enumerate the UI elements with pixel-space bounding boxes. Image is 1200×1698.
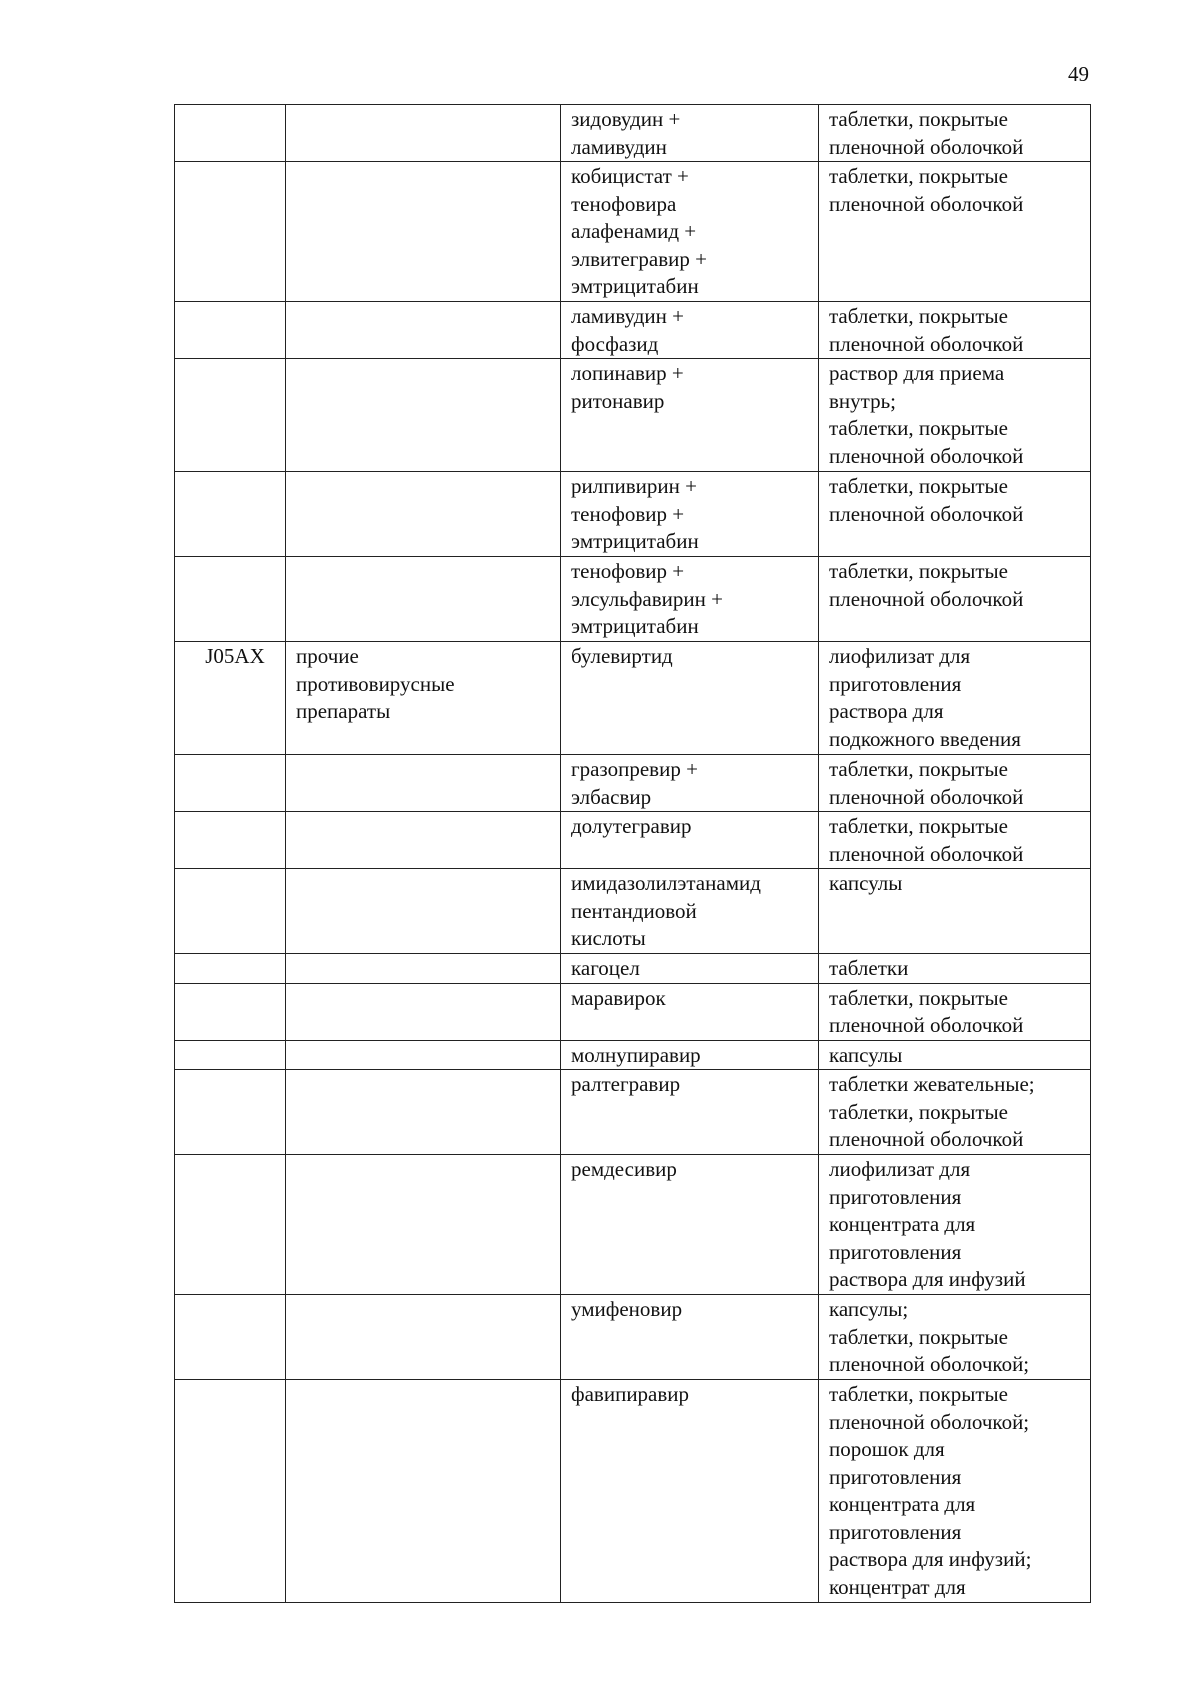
drug-name-line: кислоты: [571, 926, 646, 950]
atc-code-cell: [175, 359, 286, 472]
atc-code-cell: [175, 1295, 286, 1380]
dosage-form-line: пленочной оболочкой;: [829, 1409, 1030, 1434]
dosage-form-cell: [819, 954, 1091, 984]
dosage-form-line: внутрь;: [829, 388, 896, 413]
dosage-form-line: таблетки жевательные;: [829, 1072, 1035, 1096]
drug-name-line: маравирок: [571, 985, 666, 1010]
drug-name-cell: [561, 359, 819, 472]
atc-code-cell: [175, 1040, 286, 1070]
dosage-form-cell: [819, 1380, 1091, 1603]
drug-name-cell: [561, 557, 819, 642]
dosage-form-cell: [819, 1070, 1091, 1155]
group-name-cell: [286, 1380, 561, 1603]
atc-code-cell: [175, 1155, 286, 1295]
dosage-form-line: концентрата для: [829, 1212, 976, 1236]
drug-name-line: лопинавир +: [571, 361, 684, 385]
group-name-cell: [286, 869, 561, 954]
atc-code-cell: [175, 1380, 286, 1603]
drug-name-line: фосфазид: [571, 331, 659, 356]
dosage-form-cell: [819, 869, 1091, 954]
atc-code-cell: [175, 983, 286, 1040]
group-name-cell: [286, 812, 561, 869]
drug-name-line: зидовудин +: [571, 107, 681, 131]
group-name-cell: [286, 642, 561, 755]
table-row: [175, 557, 1091, 642]
dosage-form-line: концентрата для: [829, 1492, 976, 1516]
dosage-form-line: таблетки: [829, 956, 909, 980]
group-name-line: прочие: [296, 644, 359, 668]
dosage-form-line: приготовления: [829, 1464, 962, 1489]
table-row: [175, 472, 1091, 557]
drug-name-line: элбасвир: [571, 784, 652, 809]
table-row: [175, 1380, 1091, 1603]
drug-name-line: кагоцел: [571, 956, 640, 980]
drug-name-cell: [561, 755, 819, 812]
dosage-form-cell: [819, 642, 1091, 755]
dosage-form-cell: [819, 812, 1091, 869]
group-name-cell: [286, 472, 561, 557]
dosage-form-cell: [819, 302, 1091, 359]
drug-name-line: фавипиравир: [571, 1382, 690, 1406]
dosage-form-line: таблетки, покрытые: [829, 416, 1008, 440]
drug-name-line: эмтрицитабин: [571, 529, 699, 553]
drug-name-line: тенофовир +: [571, 559, 685, 583]
table-row: [175, 359, 1091, 472]
drug-name-line: булевиртид: [571, 644, 673, 668]
group-name-cell: [286, 557, 561, 642]
dosage-form-line: таблетки, покрытые: [829, 985, 1008, 1010]
drug-name-line: имидазолилэтанамид: [571, 871, 761, 895]
group-name-cell: [286, 1040, 561, 1070]
group-name-line: противовирусные: [296, 671, 455, 696]
atc-code-cell: [175, 642, 286, 755]
drug-name-cell: [561, 1380, 819, 1603]
table-row: [175, 869, 1091, 954]
dosage-form-line: пленочной оболочкой: [829, 1127, 1024, 1151]
dosage-form-line: таблетки, покрытые: [829, 1382, 1008, 1406]
drug-table: [174, 104, 1091, 1603]
drug-name-line: гразопревир +: [571, 757, 698, 781]
drug-name-line: пентандиовой: [571, 898, 697, 923]
table-row: [175, 162, 1091, 302]
atc-code-cell: [175, 869, 286, 954]
dosage-form-line: пленочной оболочкой: [829, 841, 1024, 866]
dosage-form-line: таблетки, покрытые: [829, 1324, 1008, 1349]
dosage-form-line: пленочной оболочкой: [829, 191, 1024, 216]
drug-name-line: алафенамид +: [571, 219, 697, 243]
atc-code-cell: [175, 162, 286, 302]
table-row: [175, 302, 1091, 359]
drug-name-line: рилпивирин +: [571, 474, 697, 498]
table-row: [175, 642, 1091, 755]
table-row: [175, 1295, 1091, 1380]
dosage-form-line: пленочной оболочкой: [829, 134, 1024, 159]
table-row: [175, 1155, 1091, 1295]
table-row: [175, 812, 1091, 869]
table-row: [175, 755, 1091, 812]
dosage-form-line: таблетки, покрытые: [829, 559, 1008, 583]
dosage-form-line: капсулы;: [829, 1297, 909, 1321]
dosage-form-cell: [819, 162, 1091, 302]
drug-name-line: долутегравир: [571, 814, 692, 838]
drug-name-cell: [561, 1155, 819, 1295]
drug-name-line: эмтрицитабин: [571, 274, 699, 298]
dosage-form-line: капсулы: [829, 1042, 903, 1067]
dosage-form-line: раствора для инфузий: [829, 1267, 1026, 1291]
drug-name-cell: [561, 1070, 819, 1155]
dosage-form-line: капсулы: [829, 871, 903, 895]
dosage-form-line: концентрат для: [829, 1574, 966, 1599]
drug-name-cell: [561, 954, 819, 984]
group-name-cell: [286, 162, 561, 302]
group-name-cell: [286, 755, 561, 812]
atc-code-cell: [175, 1070, 286, 1155]
table-row: [175, 954, 1091, 984]
dosage-form-line: раствора для инфузий;: [829, 1547, 1032, 1571]
dosage-form-line: таблетки, покрытые: [829, 304, 1008, 328]
group-name-cell: [286, 359, 561, 472]
drug-name-line: кобицистат +: [571, 164, 689, 188]
dosage-form-line: раствор для приема: [829, 361, 1005, 385]
drug-name-line: элвитегравир +: [571, 246, 707, 271]
group-name-cell: [286, 1070, 561, 1155]
group-name-cell: [286, 302, 561, 359]
dosage-form-cell: [819, 983, 1091, 1040]
dosage-form-cell: [819, 755, 1091, 812]
atc-code-cell: [175, 472, 286, 557]
drug-name-cell: [561, 472, 819, 557]
drug-name-line: умифеновир: [571, 1297, 683, 1321]
dosage-form-line: пленочной оболочкой;: [829, 1352, 1030, 1376]
dosage-form-line: приготовления: [829, 1184, 962, 1209]
dosage-form-cell: [819, 1155, 1091, 1295]
drug-name-line: молнупиравир: [571, 1042, 701, 1067]
atc-code: J05AX: [205, 644, 265, 668]
drug-name-cell: [561, 869, 819, 954]
group-name-cell: [286, 983, 561, 1040]
group-name-cell: [286, 1295, 561, 1380]
group-name-cell: [286, 105, 561, 162]
dosage-form-cell: [819, 1040, 1091, 1070]
dosage-form-line: таблетки, покрытые: [829, 814, 1008, 838]
drug-name-line: ралтегравир: [571, 1072, 681, 1096]
dosage-form-line: таблетки, покрытые: [829, 757, 1008, 781]
dosage-form-line: приготовления: [829, 1239, 962, 1264]
drug-name-line: тенофовира: [571, 191, 677, 216]
dosage-form-line: лиофилизат для: [829, 1157, 971, 1181]
dosage-form-line: порошок для: [829, 1437, 945, 1461]
dosage-form-line: таблетки, покрытые: [829, 474, 1008, 498]
table-row: [175, 105, 1091, 162]
dosage-form-line: приготовления: [829, 671, 962, 696]
atc-code-cell: [175, 105, 286, 162]
dosage-form-cell: [819, 472, 1091, 557]
dosage-form-line: лиофилизат для: [829, 644, 971, 668]
table-row: [175, 1040, 1091, 1070]
dosage-form-line: пленочной оболочкой: [829, 784, 1024, 809]
dosage-form-line: таблетки, покрытые: [829, 1099, 1008, 1124]
group-name-cell: [286, 1155, 561, 1295]
drug-name-cell: [561, 1295, 819, 1380]
dosage-form-line: пленочной оболочкой: [829, 586, 1024, 611]
dosage-form-cell: [819, 1295, 1091, 1380]
atc-code-cell: [175, 812, 286, 869]
drug-name-line: элсульфавирин +: [571, 586, 723, 611]
drug-name-cell: [561, 162, 819, 302]
table-row: [175, 1070, 1091, 1155]
drug-name-line: эмтрицитабин: [571, 614, 699, 638]
drug-name-line: ламивудин +: [571, 304, 684, 328]
group-name-line: препараты: [296, 699, 391, 723]
dosage-form-line: подкожного введения: [829, 726, 1021, 751]
drug-name-cell: [561, 983, 819, 1040]
table-row: [175, 983, 1091, 1040]
drug-name-line: ремдесивир: [571, 1157, 677, 1181]
dosage-form-line: пленочной оболочкой: [829, 331, 1024, 356]
dosage-form-cell: [819, 105, 1091, 162]
dosage-form-cell: [819, 359, 1091, 472]
dosage-form-line: пленочной оболочкой: [829, 443, 1024, 468]
dosage-form-line: таблетки, покрытые: [829, 164, 1008, 188]
dosage-form-line: раствора для: [829, 699, 944, 723]
drug-name-cell: [561, 812, 819, 869]
page-number: 49: [1068, 62, 1089, 86]
drug-name-cell: [561, 1040, 819, 1070]
dosage-form-cell: [819, 557, 1091, 642]
drug-name-line: ламивудин: [571, 134, 667, 159]
drug-name-line: тенофовир +: [571, 501, 685, 526]
table-body: [175, 105, 1091, 1603]
atc-code-cell: [175, 302, 286, 359]
dosage-form-line: пленочной оболочкой: [829, 501, 1024, 526]
drug-name-cell: [561, 105, 819, 162]
dosage-form-line: таблетки, покрытые: [829, 107, 1008, 131]
atc-code-cell: [175, 755, 286, 812]
atc-code-cell: [175, 557, 286, 642]
dosage-form-line: приготовления: [829, 1519, 962, 1544]
dosage-form-line: пленочной оболочкой: [829, 1013, 1024, 1037]
group-name-cell: [286, 954, 561, 984]
drug-name-cell: [561, 302, 819, 359]
atc-code-cell: [175, 954, 286, 984]
drug-name-cell: [561, 642, 819, 755]
drug-name-line: ритонавир: [571, 388, 665, 413]
